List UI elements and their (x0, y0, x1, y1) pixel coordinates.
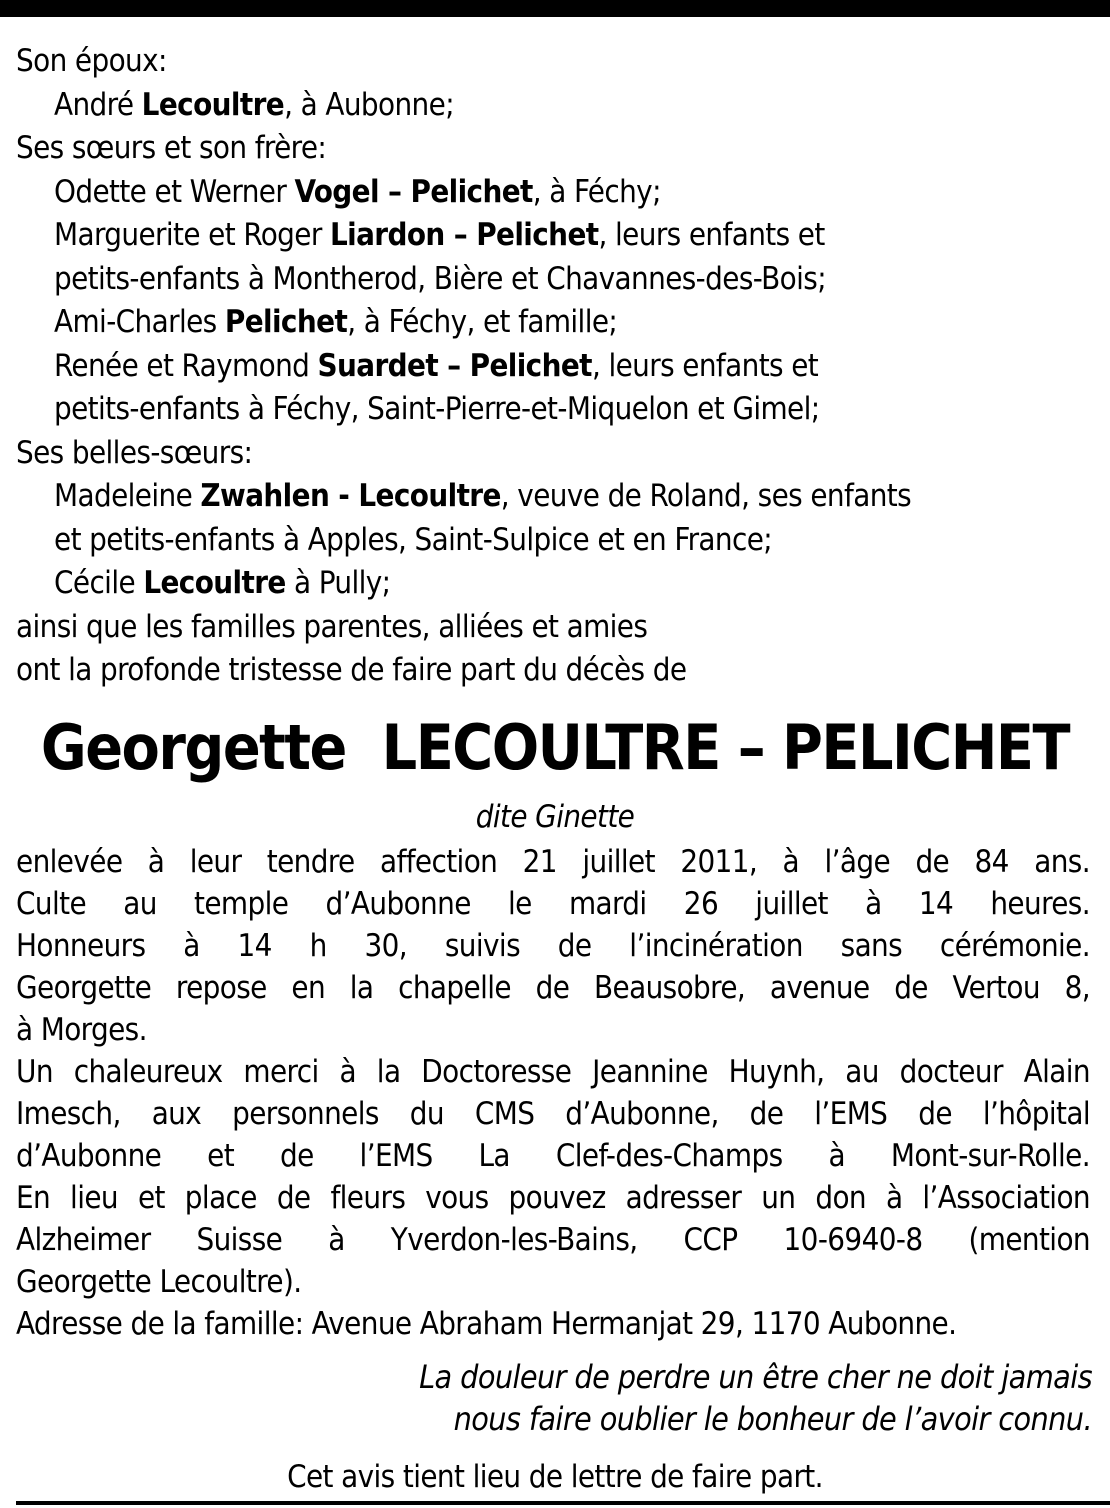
family-text: , leurs enfants et (598, 217, 825, 253)
bottom-rule (16, 1501, 1110, 1505)
family-line (16, 258, 1090, 302)
details-line: à Morges. (16, 1012, 147, 1048)
family-line (16, 171, 1090, 215)
family-line (16, 519, 1090, 563)
family-line (16, 301, 1090, 345)
family-line (16, 40, 1090, 84)
family-text: ainsi que les familles parentes, alliées et amies (16, 608, 648, 645)
family-text: Renée et Raymond (54, 347, 318, 384)
family-name: Lecoultre (141, 86, 285, 123)
family-text: Ses belles-sœurs: (16, 434, 253, 471)
details-line: enlevée à leur tendre affection 21 juillet 2011, à l’âge de 84 ans. (16, 844, 1090, 880)
family-text: Cécile (54, 565, 144, 601)
details-line: Honneurs à 14 h 30, suivis de l’incinération sans cérémonie. (16, 928, 1090, 964)
family-line (16, 649, 1090, 693)
family-text: et petits-enfants à Apples, Saint-Sulpice et en France; (54, 521, 773, 558)
family-line (16, 388, 1090, 432)
family-text: Ses sœurs et son frère: (16, 130, 327, 166)
family-line (16, 345, 1090, 389)
thanks-paragraph (16, 1051, 1090, 1345)
family-line (16, 475, 1090, 519)
thanks-line: En lieu et place de fleurs vous pouvez adresser un don à l’Association (16, 1180, 1090, 1216)
family-line (16, 562, 1090, 606)
thanks-line: Alzheimer Suisse à Yverdon-les-Bains, CCP 10-6940-8 (mention (16, 1222, 1090, 1258)
details-line: Georgette repose en la chapelle de Beausobre, avenue de Vertou 8, (16, 970, 1090, 1006)
top-rule (0, 0, 1110, 17)
details-paragraph (16, 841, 1090, 1051)
family-name: Pelichet (224, 304, 348, 340)
quote-line: La douleur de perdre un être cher ne doit jamais (419, 1358, 1092, 1396)
family-name: Zwahlen - Lecoultre (200, 478, 501, 514)
thanks-line: Un chaleureux merci à la Doctoresse Jeannine Huynh, au docteur Alain (16, 1054, 1090, 1090)
thanks-line: Imesch, aux personnels du CMS d’Aubonne, de l’EMS de l’hôpital (16, 1096, 1090, 1132)
family-line (16, 127, 1090, 171)
family-text: , leurs enfants et (591, 347, 819, 384)
details-line: Culte au temple d’Aubonne le mardi 26 juillet à 14 heures. (16, 886, 1090, 922)
family-line (16, 84, 1090, 128)
family-text: Ami-Charles (54, 304, 225, 340)
deceased-nickname: dite Ginette (475, 799, 635, 835)
family-text: Madeleine (54, 478, 201, 514)
family-line (16, 606, 1090, 650)
family-line (16, 432, 1090, 476)
family-address: Adresse de la famille: Avenue Abraham Hermanjat 29, 1170 Aubonne. (16, 1306, 957, 1342)
family-name: Suardet – Pelichet (317, 347, 592, 384)
family-text: ont la profonde tristesse de faire part du décès de (16, 652, 687, 688)
family-text: Son époux: (16, 43, 167, 79)
family-line (16, 214, 1090, 258)
footer-note: Cet avis tient lieu de lettre de faire part. (287, 1459, 823, 1495)
family-text: , à Féchy, et famille; (347, 304, 618, 340)
family-text: André (54, 86, 142, 123)
family-list (16, 40, 1090, 693)
family-text: à Pully; (285, 565, 391, 601)
closing-quote (419, 1356, 1092, 1440)
family-text: , à Féchy; (532, 173, 661, 210)
deceased-name: Georgette LECOULTRE – PELICHET (40, 711, 1070, 784)
family-text: Odette et Werner (54, 173, 295, 210)
thanks-line: Georgette Lecoultre). (16, 1264, 302, 1300)
family-name: Vogel – Pelichet (294, 173, 533, 210)
family-text: , veuve de Roland, ses enfants (500, 478, 912, 514)
family-name: Lecoultre (143, 565, 286, 601)
family-text: petits-enfants à Féchy, Saint-Pierre-et-Miquelon et Gimel; (54, 391, 820, 427)
family-text: , à Aubonne; (284, 86, 454, 123)
family-name: Liardon – Pelichet (329, 217, 599, 253)
family-text: petits-enfants à Montherod, Bière et Chavannes-des-Bois; (54, 260, 826, 297)
thanks-line: d’Aubonne et de l’EMS La Clef-des-Champs à Mont-sur-Rolle. (16, 1138, 1090, 1174)
family-text: Marguerite et Roger (54, 217, 330, 253)
quote-line: nous faire oublier le bonheur de l’avoir connu. (453, 1400, 1092, 1438)
